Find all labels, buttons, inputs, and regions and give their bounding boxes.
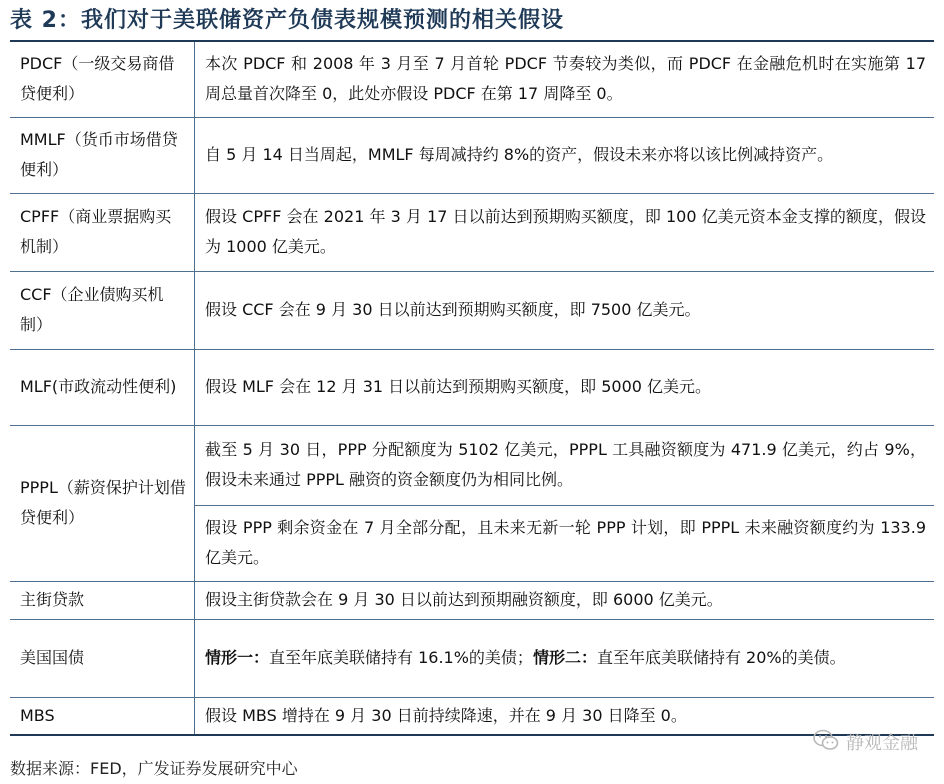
assumptions-table [10, 40, 934, 736]
row-name: 美国国债 [10, 619, 195, 697]
row-description: 假设 MLF 会在 12 月 31 日以前达到预期购买额度，即 5000 亿美元。 [205, 377, 712, 396]
table-row [10, 619, 934, 697]
row-name: CPFF（商业票据购买机制） [10, 193, 195, 271]
data-source-note: 数据来源：FED，广发证券发展研究中心 [10, 759, 298, 778]
table-row [10, 581, 934, 619]
table-row [10, 349, 934, 425]
watermark-text: 静观金融 [846, 733, 918, 754]
row-name: MMLF（货币市场借贷便利） [10, 117, 195, 193]
row-name: PPPL（薪资保护计划借贷便利） [10, 425, 195, 581]
scenario-two-label: 情形二： [532, 648, 597, 667]
scenario-one-text: 直至年底美联储持有 16.1%的美债； [269, 648, 533, 667]
row-description: 假设 CPFF 会在 2021 年 3 月 17 日以前达到预期购买额度，即 100 亿美元资本金支撑的额度，假设为 1000 亿美元。 [205, 207, 926, 256]
scenario-one-label: 情形一： [205, 648, 270, 667]
row-description: 假设 MBS 增持在 9 月 30 日前持续降速，并在 9 月 30 日降至 0。 [205, 705, 687, 725]
table-row [10, 193, 934, 271]
row-name: PDCF（一级交易商借贷便利） [10, 41, 195, 117]
row-description: 本次 PDCF 和 2008 年 3 月至 7 月首轮 PDCF 节奏较为类似，而 PDCF 在金融危机时在实施第 17 周总量首次降至 0，此处亦假设 PDCF 在第 17 周降至 0。 [205, 54, 926, 104]
watermark [812, 728, 918, 756]
table-title: 表 2：我们对于美联储资产负债表规模预测的相关假设 [10, 8, 564, 33]
table-row [10, 41, 934, 117]
table-row [10, 117, 934, 193]
row-name: 主街贷款 [10, 581, 195, 619]
row-description: 截至 5 月 30 日，PPP 分配额度为 5102 亿美元，PPPL 工具融资额度为 471.9 亿美元，约占 9%，假设未来通过 PPPL 融资的资金额度仍为相同比例。 [195, 425, 935, 505]
row-name: CCF（企业债购买机制） [10, 271, 195, 349]
wechat-icon [812, 728, 840, 757]
table-row [10, 697, 934, 735]
row-description: 假设 CCF 会在 9 月 30 日以前达到预期购买额度，即 7500 亿美元。 [205, 300, 701, 319]
table-row [10, 425, 934, 505]
row-description [195, 619, 935, 697]
row-name: MBS [10, 697, 195, 735]
table-row [10, 271, 934, 349]
row-description: 假设主街贷款会在 9 月 30 日以前达到预期融资额度，即 6000 亿美元。 [205, 590, 723, 609]
row-description: 自 5 月 14 日当周起，MMLF 每周减持约 8%的资产，假设未来亦将以该比例减持资产。 [205, 145, 834, 164]
row-description-secondary: 假设 PPP 剩余资金在 7 月全部分配，且未来无新一轮 PPP 计划，即 PPPL 未来融资额度约为 133.9 亿美元。 [205, 518, 926, 567]
row-name: MLF(市政流动性便利) [10, 349, 195, 425]
scenario-two-text: 直至年底美联储持有 20%的美债。 [596, 648, 846, 667]
